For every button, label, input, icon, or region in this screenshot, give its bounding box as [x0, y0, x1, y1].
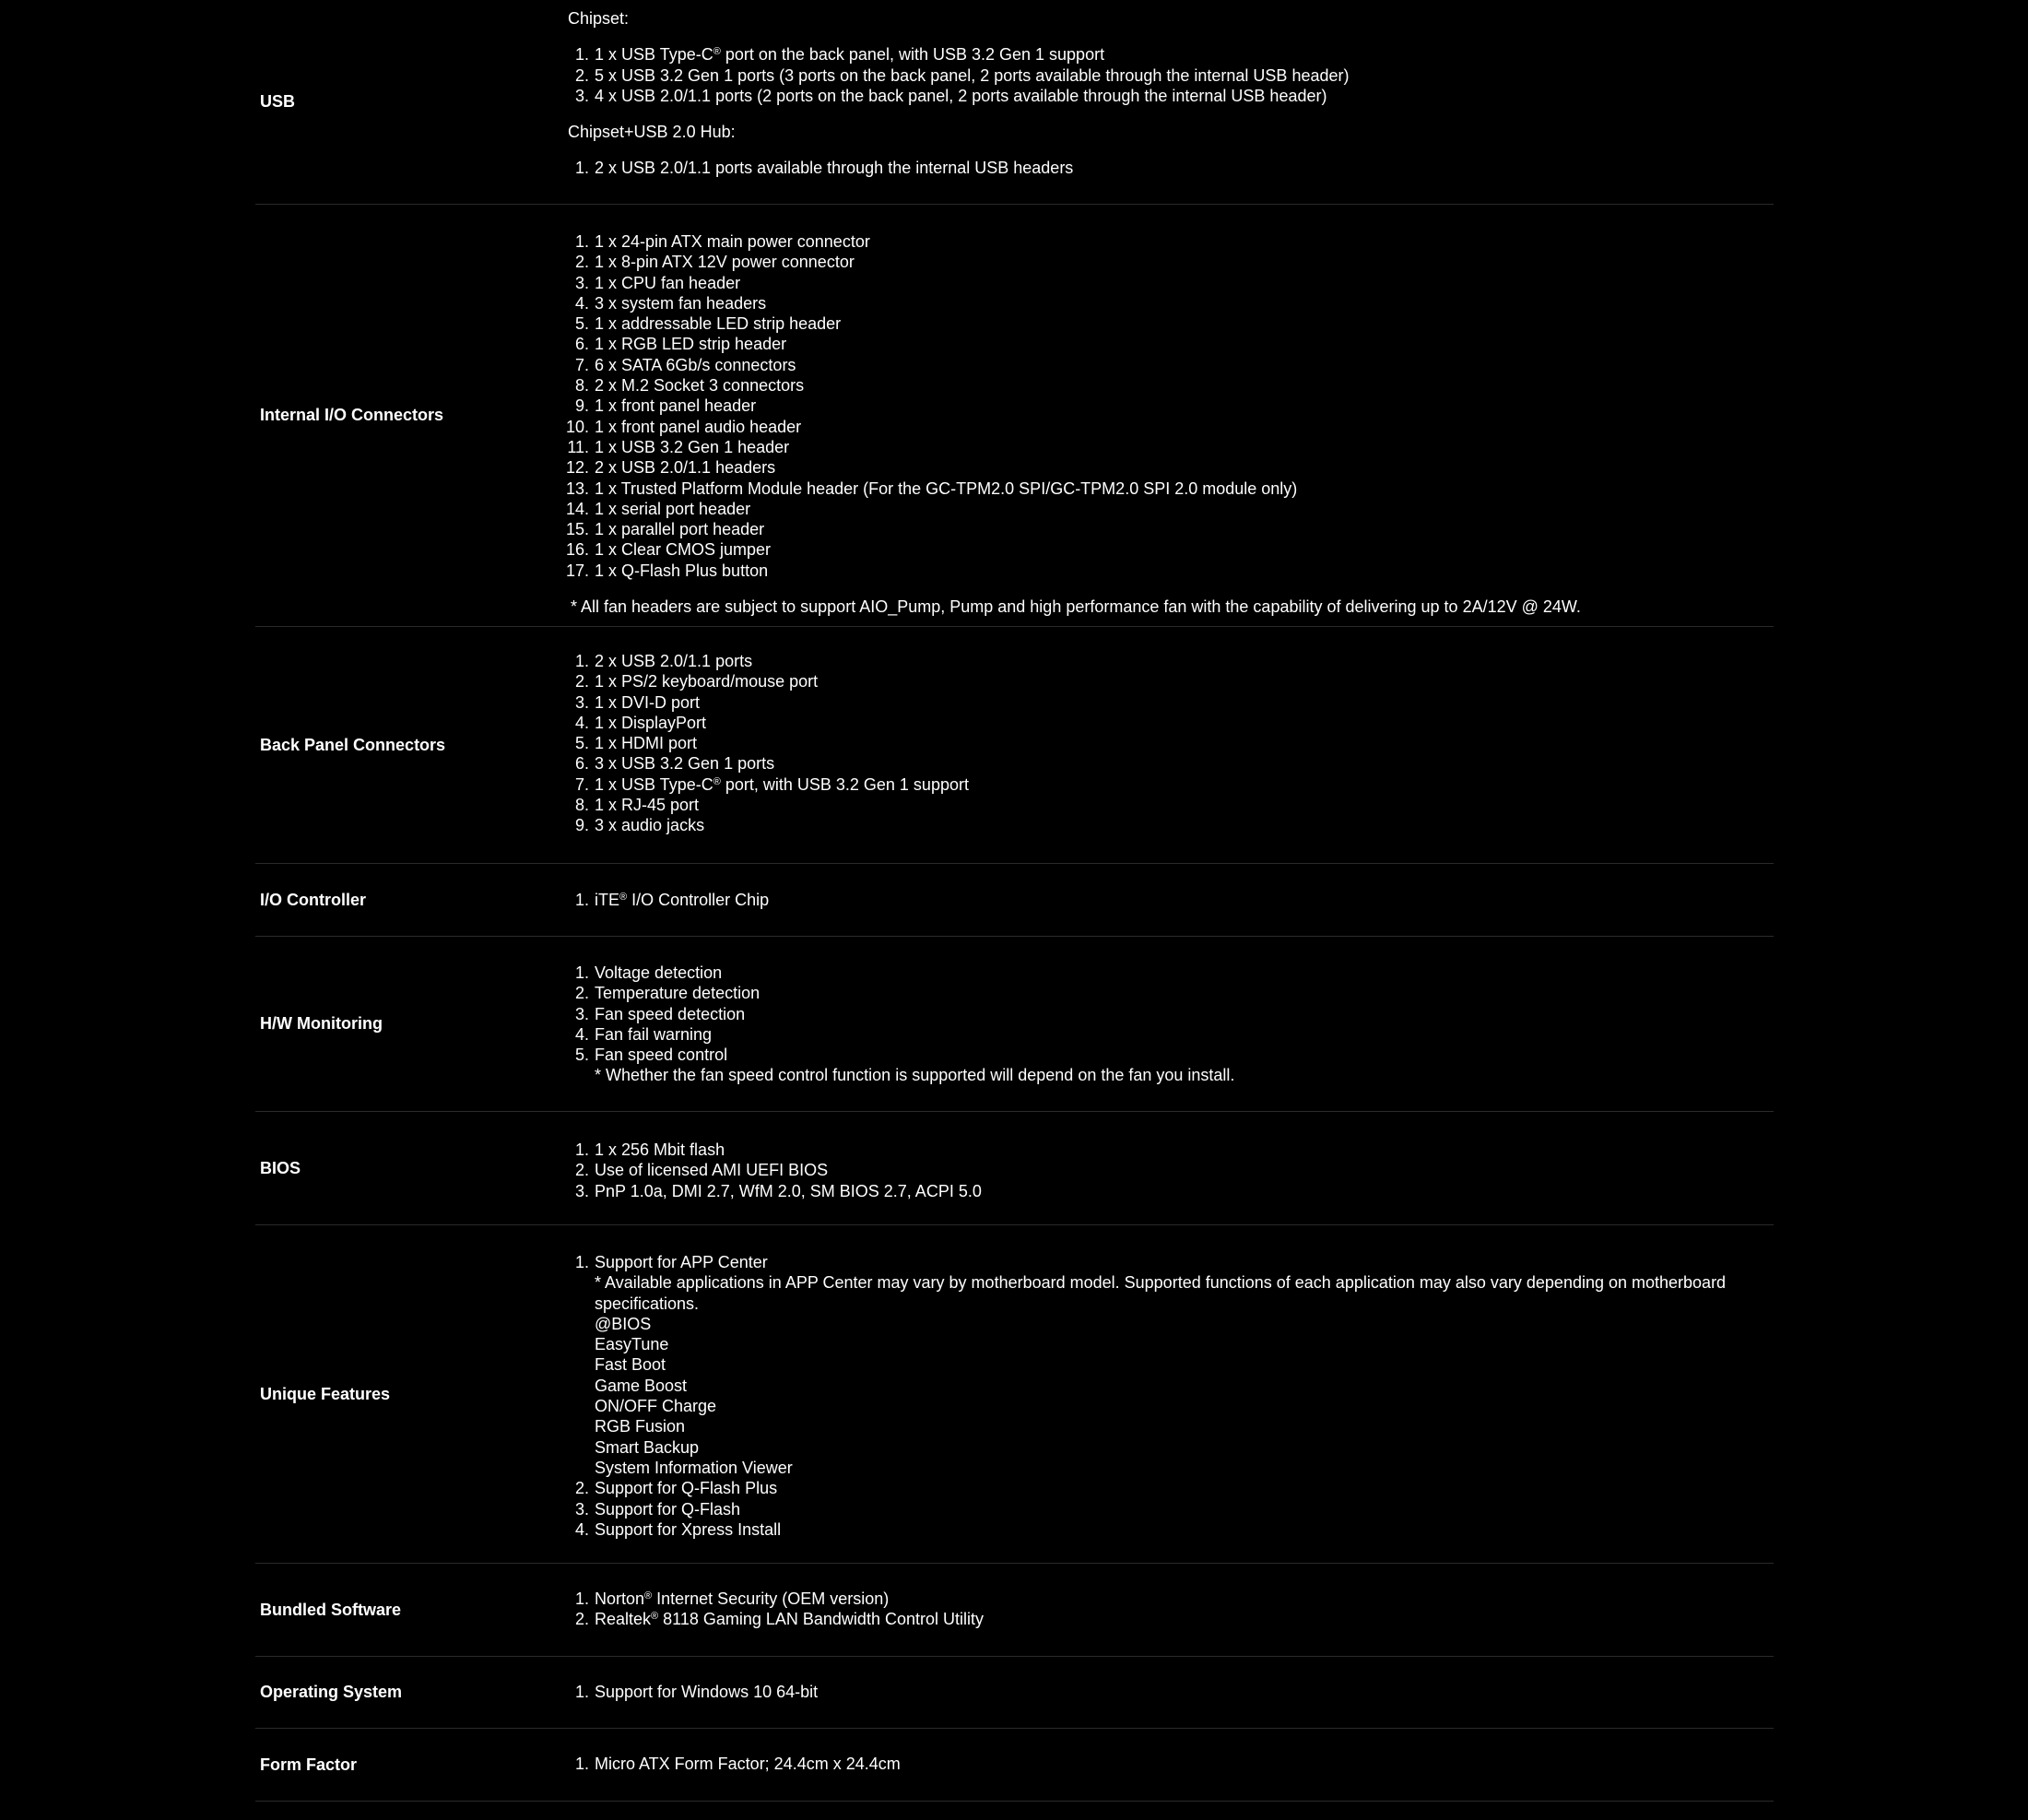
- list-item: 9. 3 x audio jacks: [574, 816, 705, 835]
- app-item: EasyTune: [595, 1335, 669, 1354]
- list-item: 5. Fan speed control: [574, 1046, 728, 1065]
- spec-list: [564, 651, 1774, 836]
- app-item: RGB Fusion: [595, 1417, 686, 1436]
- spec-row-usb: [255, 0, 1774, 205]
- list-item: 15. 1 x parallel port header: [565, 520, 765, 539]
- spec-row-hw-monitoring: [255, 937, 1774, 1112]
- app-list: [564, 1314, 1774, 1478]
- spec-label: Back Panel Connectors: [260, 735, 446, 754]
- list-item: 3. 1 x DVI-D port: [574, 692, 701, 712]
- note: * Whether the fan speed control function is supported will depend on the fan you install.: [595, 1066, 1235, 1085]
- list-item: 11. 1 x USB 3.2 Gen 1 header: [567, 437, 790, 456]
- app-item: ON/OFF Charge: [595, 1397, 717, 1416]
- list-item: 8. 1 x RJ-45 port: [574, 796, 700, 815]
- spec-content: [564, 1729, 1774, 1801]
- list-item: 9. 1 x front panel header: [574, 396, 757, 416]
- spec-label: Operating System: [260, 1683, 403, 1701]
- spec-list: [564, 1478, 1774, 1540]
- list-item: 1. 2 x USB 2.0/1.1 ports: [574, 652, 753, 670]
- registered-mark: ®: [713, 775, 721, 787]
- spec-content: [564, 0, 1774, 204]
- list-item: 16. 1 x Clear CMOS jumper: [565, 540, 772, 560]
- list-item: 1. Norton® Internet Security (OEM version): [574, 1590, 890, 1608]
- list-item: 4. 1 x DisplayPort: [574, 713, 707, 732]
- list-item: 2. 1 x PS/2 keyboard/mouse port: [574, 672, 819, 691]
- spec-label: Bundled Software: [260, 1600, 402, 1619]
- list-item: 4. 3 x system fan headers: [574, 293, 767, 313]
- spec-content: [564, 205, 1774, 626]
- spec-list: [564, 1252, 1774, 1272]
- spec-list: [564, 1682, 1774, 1702]
- spec-row-bios: [255, 1112, 1774, 1225]
- spec-row-io-controller: [255, 864, 1774, 937]
- spec-content: [564, 1112, 1774, 1224]
- app-item: @BIOS: [595, 1314, 652, 1333]
- list-item: 17. 1 x Q-Flash Plus button: [565, 561, 769, 580]
- registered-mark: ®: [651, 1611, 659, 1623]
- spec-content: [564, 1657, 1774, 1728]
- spec-list: [564, 44, 1774, 106]
- spec-row-operating-system: [255, 1657, 1774, 1729]
- spec-label: H/W Monitoring: [260, 1014, 383, 1033]
- app-item: System Information Viewer: [595, 1458, 793, 1477]
- list-item: 2. Temperature detection: [574, 984, 760, 1003]
- spec-row-back-panel: [255, 627, 1774, 864]
- list-item: 5. 1 x HDMI port: [574, 734, 698, 753]
- list-item: 10. 1 x front panel audio header: [565, 417, 802, 436]
- app-item: Game Boost: [595, 1376, 688, 1395]
- spec-content: [564, 1564, 1774, 1656]
- list-item: 3. 1 x CPU fan header: [574, 273, 741, 292]
- list-item: 2. 5 x USB 3.2 Gen 1 ports (3 ports on the back panel, 2 ports available through the internal USB header): [574, 65, 1350, 85]
- list-item: 3. 4 x USB 2.0/1.1 ports (2 ports on the back panel, 2 ports available through the internal USB header): [574, 86, 1327, 105]
- list-item: 1. Support for Windows 10 64-bit: [574, 1683, 819, 1701]
- spec-list: [564, 1754, 1774, 1774]
- list-item: 6. 1 x RGB LED strip header: [574, 335, 787, 354]
- list-item: 12. 2 x USB 2.0/1.1 headers: [565, 458, 776, 478]
- note: * All fan headers are subject to support AIO_Pump, Pump and high performance fan with the capability of delivering up to 2A/12V @ 24W.: [571, 597, 1581, 617]
- spec-list: [564, 231, 1774, 581]
- list-item: 2. Use of licensed AMI UEFI BIOS: [574, 1161, 829, 1180]
- spec-label: Unique Features: [260, 1384, 391, 1403]
- list-item: 14. 1 x serial port header: [565, 499, 751, 518]
- list-item: 4. Support for Xpress Install: [574, 1519, 782, 1539]
- spec-label: I/O Controller: [260, 890, 367, 909]
- spec-label: Form Factor: [260, 1755, 358, 1774]
- spec-row-internal-io: [255, 205, 1774, 627]
- app-item: Smart Backup: [595, 1437, 700, 1457]
- spec-row-bundled-software: [255, 1564, 1774, 1657]
- list-item: 4. Fan fail warning: [574, 1024, 713, 1044]
- list-item: 7. 6 x SATA 6Gb/s connectors: [574, 355, 796, 374]
- list-item: 1. 1 x USB Type-C® port on the back panel, with USB 3.2 Gen 1 support: [574, 45, 1105, 65]
- spec-list: [564, 1140, 1774, 1201]
- spec-list: [564, 1589, 1774, 1630]
- list-item: 13. 1 x Trusted Platform Module header (For the GC-TPM2.0 SPI/GC-TPM2.0 SPI 2.0 module only): [565, 479, 1298, 498]
- list-item: 5. 1 x addressable LED strip header: [574, 314, 842, 334]
- group-title: Chipset+USB 2.0 Hub:: [568, 123, 736, 142]
- list-item: 3. Support for Q-Flash: [574, 1499, 741, 1519]
- list-item: 2. Support for Q-Flash Plus: [574, 1479, 778, 1498]
- list-item: 1. iTE® I/O Controller Chip: [574, 891, 770, 909]
- spec-content: [564, 1225, 1774, 1563]
- spec-list: [564, 890, 1774, 910]
- list-item: 1. 1 x 24-pin ATX main power connector: [574, 232, 870, 251]
- note: * Available applications in APP Center may vary by motherboard model. Supported functions of each application may also vary depending on motherboard specifications.: [595, 1273, 1727, 1313]
- list-item: 7. 1 x USB Type-C® port, with USB 3.2 Gen 1 support: [574, 774, 969, 794]
- registered-mark: ®: [619, 892, 628, 903]
- spec-table: [255, 0, 1774, 1802]
- spec-content: [564, 937, 1774, 1111]
- spec-list: [564, 158, 1774, 178]
- list-item: 1. Support for APP Center: [574, 1253, 768, 1271]
- list-item: 1. 2 x USB 2.0/1.1 ports available through the internal USB headers: [574, 159, 1074, 178]
- list-item: 1. Voltage detection: [574, 963, 723, 982]
- list-item: 6. 3 x USB 3.2 Gen 1 ports: [574, 754, 775, 774]
- list-item: 1. 1 x 256 Mbit flash: [574, 1140, 725, 1159]
- spec-content: [564, 627, 1774, 863]
- app-item: Fast Boot: [595, 1355, 666, 1375]
- spec-list: [564, 963, 1774, 1065]
- list-item: 8. 2 x M.2 Socket 3 connectors: [574, 376, 805, 396]
- spec-label: BIOS: [260, 1158, 301, 1177]
- group-title: Chipset:: [568, 9, 630, 28]
- list-item: 3. PnP 1.0a, DMI 2.7, WfM 2.0, SM BIOS 2.7, ACPI 5.0: [574, 1181, 982, 1200]
- spec-label: USB: [260, 92, 296, 111]
- list-item: 1. Micro ATX Form Factor; 24.4cm x 24.4cm: [574, 1755, 901, 1773]
- list-item: 2. 1 x 8-pin ATX 12V power connector: [574, 253, 855, 272]
- spec-row-unique-features: [255, 1225, 1774, 1564]
- spec-row-form-factor: [255, 1729, 1774, 1802]
- list-item: 2. Realtek® 8118 Gaming LAN Bandwidth Control Utility: [574, 1610, 984, 1629]
- registered-mark: ®: [713, 46, 721, 58]
- registered-mark: ®: [644, 1590, 653, 1601]
- list-item: 3. Fan speed detection: [574, 1004, 746, 1023]
- spec-label: Internal I/O Connectors: [260, 406, 444, 424]
- spec-content: [564, 864, 1774, 936]
